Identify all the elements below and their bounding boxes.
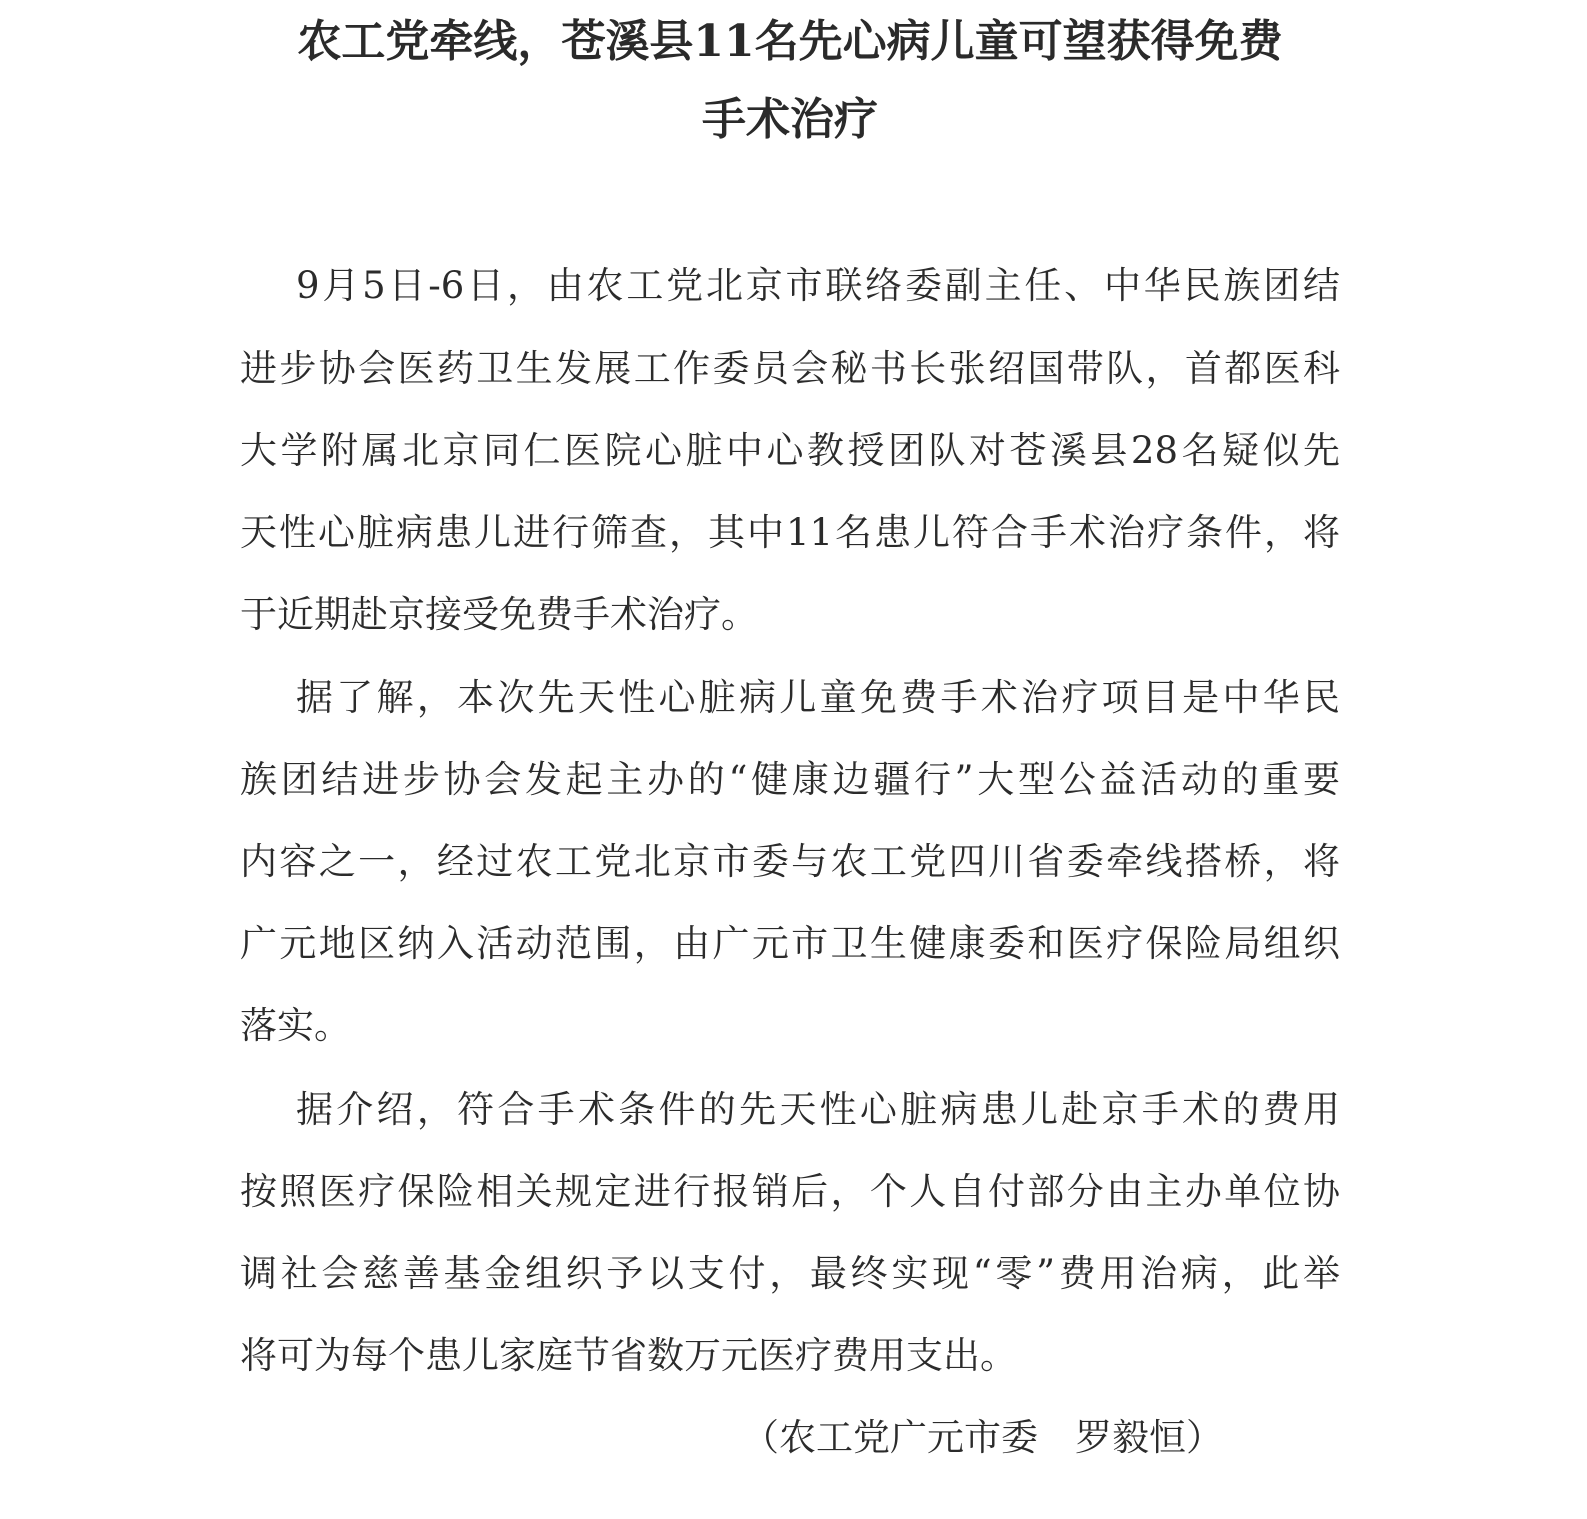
- article-signature: （农工党广元市委 罗毅恒）: [742, 1416, 1223, 1459]
- paragraph-2-line-1: 据了解，本次先天性心脏病儿童免费手术治疗项目是中华民: [296, 676, 1340, 719]
- paragraph-3-line-2: 按照医疗保险相关规定进行报销后，个人自付部分由主办单位协: [240, 1170, 1340, 1213]
- paragraph-3-line-3: 调社会慈善基金组织予以支付，最终实现“零”费用治病，此举: [240, 1252, 1340, 1295]
- paragraph-2-line-3: 内容之一，经过农工党北京市委与农工党四川省委牵线搭桥，将: [240, 840, 1340, 883]
- paragraph-1-line-5: 于近期赴京接受免费手术治疗。: [240, 593, 758, 636]
- paragraph-2-line-4: 广元地区纳入活动范围，由广元市卫生健康委和医疗保险局组织: [240, 922, 1340, 965]
- article-title-line-1: 农工党牵线，苍溪县11名先心病儿童可望获得免费: [297, 16, 1283, 67]
- paragraph-1-line-1: 9月5日-6日，由农工党北京市联络委副主任、中华民族团结: [296, 264, 1340, 307]
- paragraph-3-line-1: 据介绍，符合手术条件的先天性心脏病患儿赴京手术的费用: [296, 1088, 1340, 1131]
- paragraph-1-line-3: 大学附属北京同仁医院心脏中心教授团队对苍溪县28名疑似先: [240, 429, 1340, 472]
- paragraph-1-line-2: 进步协会医药卫生发展工作委员会秘书长张绍国带队，首都医科: [240, 347, 1340, 390]
- paragraph-3-line-4: 将可为每个患儿家庭节省数万元医疗费用支出。: [240, 1334, 1017, 1377]
- article-title-line-2: 手术治疗: [702, 94, 878, 145]
- paragraph-2-line-5: 落实。: [240, 1004, 351, 1047]
- paragraph-1-line-4: 天性心脏病患儿进行筛查，其中11名患儿符合手术治疗条件，将: [240, 511, 1340, 554]
- paragraph-2-line-2: 族团结进步协会发起主办的“健康边疆行”大型公益活动的重要: [240, 758, 1340, 801]
